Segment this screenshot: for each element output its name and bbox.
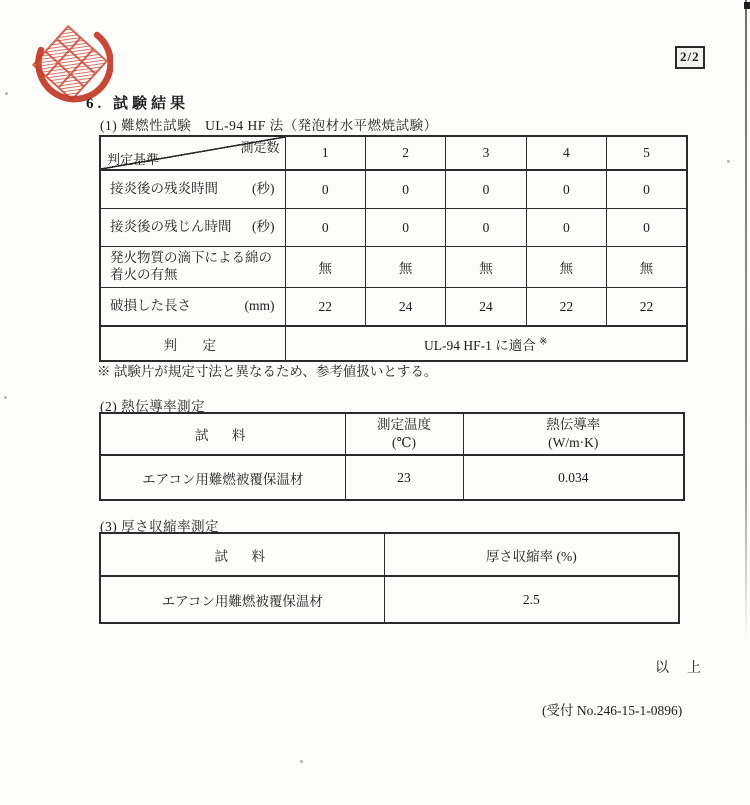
scan-corner-speck bbox=[744, 2, 750, 9]
shrinkage-column-header: 厚さ収縮率 (%) bbox=[384, 533, 679, 576]
conductivity-value: 0.034 bbox=[463, 455, 684, 500]
verdict-value: UL-94 HF-1 に適合 bbox=[423, 337, 536, 353]
cell-value: 22 bbox=[526, 288, 606, 327]
table-header-row bbox=[100, 413, 684, 455]
row-label: 接炎後の残炎時間 bbox=[110, 181, 218, 197]
shrinkage-value: 2.5 bbox=[384, 576, 679, 623]
cell-value: 無 bbox=[285, 247, 365, 288]
sample-name: エアコン用難燃被覆保温材 bbox=[100, 455, 345, 500]
column-header: 2 bbox=[365, 136, 445, 170]
cell-value: 0 bbox=[446, 209, 526, 247]
closing-mark: 以 上 bbox=[655, 661, 703, 676]
cell-value: 0 bbox=[285, 170, 365, 209]
cell-value: 24 bbox=[446, 288, 526, 327]
footnote: ※ 試験片が規定寸法と異なるため、参考値扱いとする。 bbox=[97, 364, 438, 379]
row-label-cell bbox=[100, 288, 285, 327]
verdict-row bbox=[100, 326, 687, 361]
cell-value: 0 bbox=[607, 209, 687, 247]
row-label-cell bbox=[100, 209, 285, 247]
table-row bbox=[100, 170, 687, 209]
header-line: 測定温度 bbox=[377, 417, 431, 433]
cell-value: 0 bbox=[365, 170, 445, 209]
verdict-label: 判 定 bbox=[100, 326, 285, 361]
corner-rows-label: 判定基準 bbox=[107, 152, 160, 167]
scan-speck bbox=[4, 396, 7, 399]
cell-value: 無 bbox=[446, 247, 526, 288]
table-header-row bbox=[100, 533, 679, 576]
corner-columns-label: 測定数 bbox=[240, 140, 280, 155]
flammability-table bbox=[99, 135, 688, 362]
cell-value: 0 bbox=[607, 170, 687, 209]
scan-speck bbox=[300, 760, 303, 763]
table-row bbox=[100, 576, 679, 623]
row-unit: (秒) bbox=[252, 219, 275, 235]
verdict-value-cell bbox=[285, 326, 687, 361]
row-label: 接炎後の残じん時間 bbox=[110, 219, 232, 235]
column-header: 3 bbox=[446, 136, 526, 170]
cell-value: 22 bbox=[607, 288, 687, 327]
section-title: 6. 試験結果 bbox=[86, 96, 190, 112]
page-number-badge: 2/2 bbox=[675, 46, 705, 69]
row-label-cell bbox=[100, 170, 285, 209]
table-row bbox=[100, 209, 687, 247]
column-header: 4 bbox=[526, 136, 606, 170]
row-label: 破損した長さ bbox=[110, 298, 191, 314]
cell-value: 0 bbox=[526, 209, 606, 247]
cell-value: 無 bbox=[526, 247, 606, 288]
cell-value: 0 bbox=[285, 209, 365, 247]
cell-value: 無 bbox=[365, 247, 445, 288]
header-line: (℃) bbox=[391, 435, 417, 450]
header-line: (W/m·K) bbox=[548, 435, 599, 450]
flammability-heading: (1) 難燃性試験 UL-94 HF 法（発泡材水平燃焼試験） bbox=[100, 118, 438, 133]
cell-value: 0 bbox=[365, 209, 445, 247]
cell-value: 無 bbox=[607, 247, 687, 288]
row-unit: (秒) bbox=[252, 181, 275, 197]
row-label-cell bbox=[100, 247, 285, 288]
scan-speck bbox=[727, 160, 730, 163]
temperature-column-header bbox=[345, 413, 463, 455]
row-label: 発火物質の滴下による綿の着火の有無 bbox=[110, 250, 272, 282]
thickness-shrinkage-table bbox=[99, 532, 680, 624]
cell-value: 0 bbox=[446, 170, 526, 209]
table-row bbox=[100, 247, 687, 288]
table-header-row bbox=[100, 136, 687, 170]
receipt-number: (受付 No.246-15-1-0896) bbox=[542, 703, 683, 718]
scan-edge-line bbox=[745, 0, 747, 640]
sample-name: エアコン用難燃被覆保温材 bbox=[100, 576, 384, 623]
scan-speck bbox=[5, 92, 8, 95]
thickness-shrinkage-heading: (3) 厚さ収縮率測定 bbox=[100, 519, 220, 534]
temperature-value: 23 bbox=[345, 455, 463, 500]
verdict-reference-mark: ※ bbox=[539, 336, 548, 347]
sample-column-header: 試 料 bbox=[100, 413, 345, 455]
row-unit: (mm) bbox=[244, 298, 275, 314]
header-line: 熱伝導率 bbox=[546, 417, 601, 433]
column-header: 1 bbox=[285, 136, 365, 170]
cell-value: 22 bbox=[285, 288, 365, 327]
thermal-conductivity-heading: (2) 熱伝導率測定 bbox=[100, 399, 206, 414]
conductivity-column-header bbox=[463, 413, 684, 455]
table-row bbox=[100, 288, 687, 327]
thermal-conductivity-table bbox=[99, 412, 685, 501]
column-header: 5 bbox=[607, 136, 687, 170]
cell-value: 24 bbox=[365, 288, 445, 327]
cell-value: 0 bbox=[526, 170, 606, 209]
table-row bbox=[100, 455, 684, 500]
corner-header-cell bbox=[100, 136, 285, 170]
sample-column-header: 試 料 bbox=[100, 533, 384, 576]
